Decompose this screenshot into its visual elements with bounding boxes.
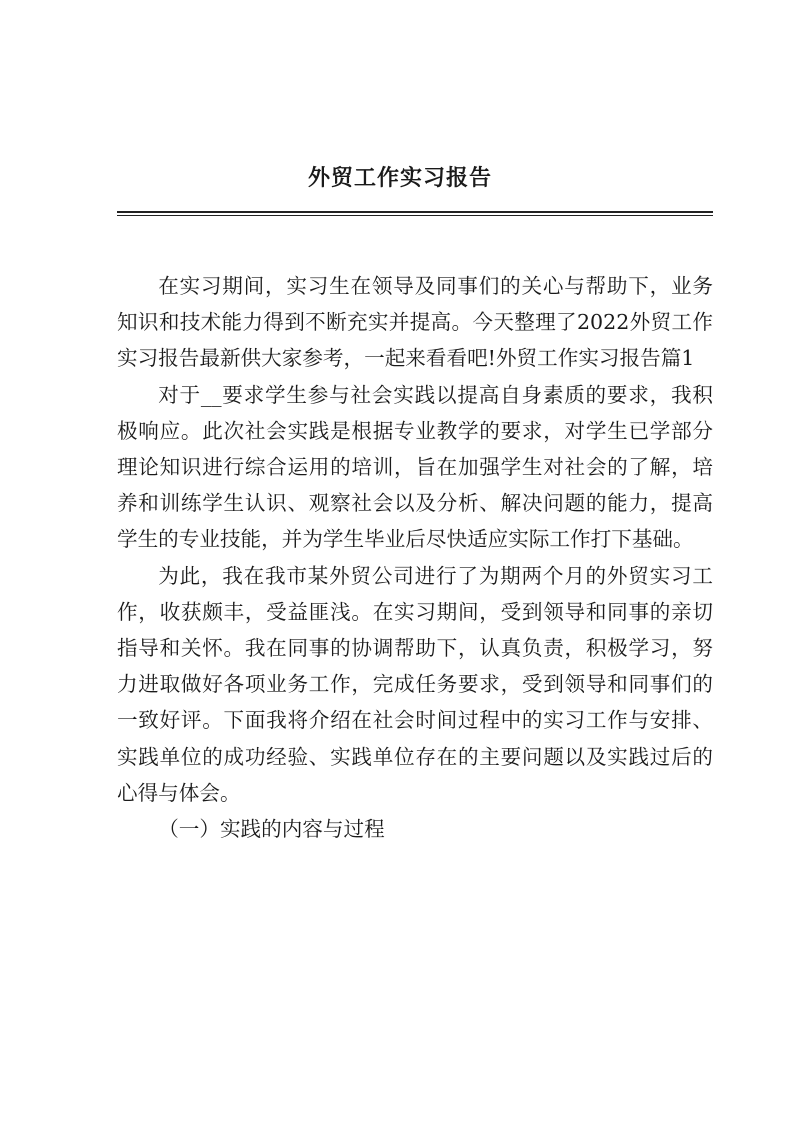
document-body xyxy=(117,268,713,847)
section-heading: （一）实践的内容与过程 xyxy=(158,817,385,842)
paragraph-internship: 为此，我在我市某外贸公司进行了为期两个月的外贸实习工作，收获颇丰，受益匪浅。在实习期间，受到领导和同事的亲切指导和关怀。我在同事的协调帮助下，认真负责，积极学习，努力进取做好各项业务工作，完成任务要求，受到领导和同事们的一致好评。下面我将介绍在社会时间过程中的实习工作与安排、实践单位的成功经验、实践单位存在的主要问题以及实践过后的心得与体会。 xyxy=(117,563,713,805)
paragraph-intro: 在实习期间，实习生在领导及同事们的关心与帮助下，业务知识和技术能力得到不断充实并提高。今天整理了2022外贸工作实习报告最新供大家参考，一起来看看吧!外贸工作实习报告篇1 xyxy=(117,274,713,371)
paragraph-response: 对于__要求学生参与社会实践以提高自身素质的要求，我积极响应。此次社会实践是根据专业教学的要求，对学生已学部分理论知识进行综合运用的培训，旨在加强学生对社会的了解，培养和训练学生认识、观察社会以及分析、解决问题的能力，提高学生的专业技能，并为学生毕业后尽快适应实际工作打下基础。 xyxy=(117,382,713,552)
title-rule-thin xyxy=(117,215,713,216)
document-title: 外贸工作实习报告 xyxy=(307,165,492,191)
title-rule-thick xyxy=(117,211,713,213)
